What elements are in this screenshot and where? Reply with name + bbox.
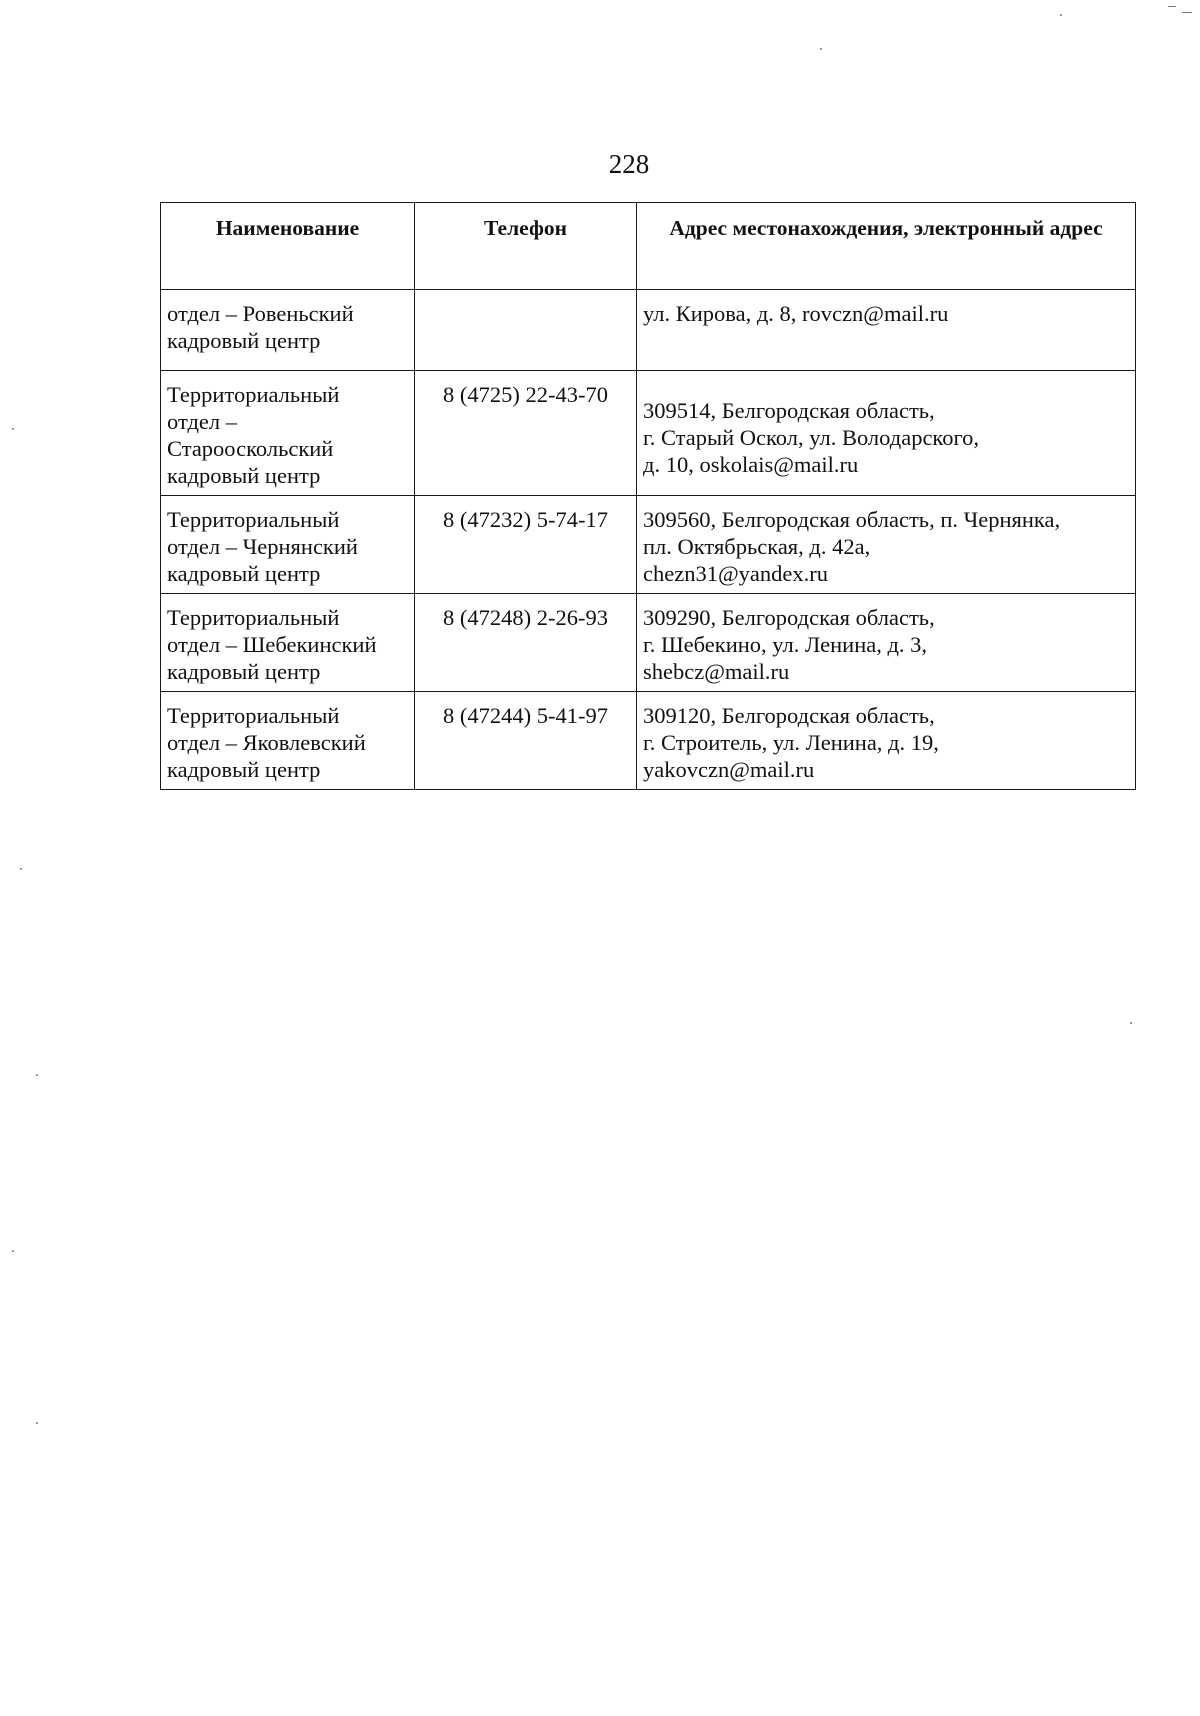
scan-speck [1182,12,1192,13]
cell-name-line: кадровый центр [167,328,321,353]
table-row [161,496,1136,594]
cell-name-line: кадровый центр [167,757,321,782]
table-row [161,290,1136,371]
cell-phone [415,290,637,371]
page-number: 228 [608,149,650,179]
cell-name-line: Территориальный [167,703,340,728]
cell-address-line: г. Шебекино, ул. Ленина, д. 3, [643,632,928,657]
contacts-table [160,202,1136,790]
table-row [161,371,1136,496]
scan-speck [36,1422,38,1424]
header-name: Наименование [161,203,415,290]
cell-name-line: отдел – Чернянский [167,534,358,559]
cell-name [161,692,415,790]
table-header-row [161,203,1136,290]
scan-speck [20,868,22,870]
cell-name [161,594,415,692]
cell-name-line: Территориальный [167,507,340,532]
table-row [161,692,1136,790]
cell-name-line: кадровый центр [167,561,321,586]
table-row [161,594,1136,692]
scan-speck [1168,6,1176,7]
cell-name-line: Старооскольский [167,436,334,461]
cell-name-line: отдел – Ровеньский [167,301,354,326]
cell-name-line: Территориальный [167,382,340,407]
cell-address-line: 309120, Белгородская область, [643,703,935,728]
header-phone: Телефон [415,203,637,290]
cell-address [637,371,1136,496]
scan-speck [12,1250,14,1252]
scan-speck [1060,14,1062,16]
cell-name-line: отдел – [167,409,238,434]
scan-speck [12,428,14,430]
scan-speck [820,48,822,50]
cell-name-line: кадровый центр [167,659,321,684]
header-address: Адрес местонахождения, электронный адрес [637,203,1136,290]
cell-address-line: г. Старый Оскол, ул. Володарского, [643,425,980,450]
cell-address-line: д. 10, oskolais@mail.ru [643,452,859,477]
cell-address [637,692,1136,790]
cell-address-line: 309560, Белгородская область, п. Чернянка, [643,507,1061,532]
cell-address-line: 309514, Белгородская область, [643,398,935,423]
cell-phone: 8 (47232) 5-74-17 [415,496,637,594]
cell-name [161,371,415,496]
scan-speck [1130,1022,1132,1024]
cell-address-line: shebcz@mail.ru [643,659,790,684]
cell-name-line: кадровый центр [167,463,321,488]
cell-address-line: г. Строитель, ул. Ленина, д. 19, [643,730,939,755]
cell-name-line: отдел – Шебекинский [167,632,377,657]
cell-address [637,594,1136,692]
cell-address-line: ул. Кирова, д. 8, rovczn@mail.ru [643,301,949,326]
cell-name [161,496,415,594]
cell-phone: 8 (47244) 5-41-97 [415,692,637,790]
cell-name [161,290,415,371]
cell-phone: 8 (4725) 22-43-70 [415,371,637,496]
cell-address [637,290,1136,371]
cell-address-line: yakovczn@mail.ru [643,757,815,782]
cell-name-line: отдел – Яковлевский [167,730,366,755]
cell-phone: 8 (47248) 2-26-93 [415,594,637,692]
cell-address-line: пл. Октябрьская, д. 42а, [643,534,871,559]
cell-name-line: Территориальный [167,605,340,630]
scan-speck [36,1074,38,1076]
cell-address-line: 309290, Белгородская область, [643,605,935,630]
cell-address [637,496,1136,594]
cell-address-line: chezn31@yandex.ru [643,561,829,586]
